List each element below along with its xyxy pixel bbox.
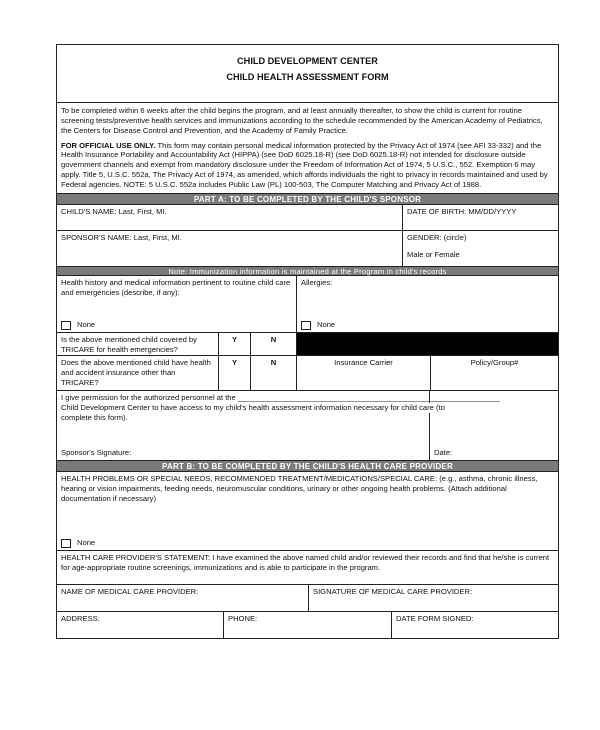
other-insurance-question: Does the above mentioned child have health and accident insurance other than TRICARE? <box>57 356 219 390</box>
official-use-text: This form may contain personal medical information protected by the Privacy Act of 1974 (see AFI 33-332) and the Health Insurance Portability and Accountability Act (HIPPA) (see DoD 6025.18-R) (see DoD 6025.18-R) not intended for disclosure outside government channels and exempt from mandatory disclosure under the Freedom of Information Act of 1974, 5 U.S.C., 552. Exemption 6 may apply. Title 5, U.S.C. 552a, The Privacy Act of 1974, as amended, which affords individuals the right to privacy in records maintained and used by Federal agencies. NOTE: 5 U.S.C. 552a includes Public Law (PL) 100-503, The Computer Matching and Privacy Act of 1988. <box>61 140 548 190</box>
gender-label: GENDER: (circle) <box>407 232 467 242</box>
permission-line-3: complete this form). <box>61 412 128 422</box>
gender-options[interactable]: Male or Female <box>407 249 460 259</box>
allergies-none-checkbox[interactable] <box>301 321 311 330</box>
policy-group-field[interactable] <box>431 356 558 390</box>
health-problems-text <box>61 474 554 504</box>
title-line-1: CHILD DEVELOPMENT CENTER <box>237 56 378 66</box>
provider-statement <box>57 551 558 584</box>
tricare-yes[interactable]: Y <box>219 333 251 355</box>
history-none-checkbox[interactable] <box>61 321 71 330</box>
other-insurance-no[interactable]: N <box>251 356 297 390</box>
health-problems-label: HEALTH PROBLEMS OR SPECIAL NEEDS, RECOMMENDED TREATMENT/MEDICATIONS/SPECIAL CARE: <box>61 473 438 483</box>
history-row <box>57 276 558 333</box>
official-use-paragraph <box>61 141 554 190</box>
sponsors-name-field[interactable] <box>57 231 403 266</box>
sponsor-date-field[interactable] <box>430 391 558 460</box>
part-b-heading: PART B: TO BE COMPLETED BY THE CHILD'S HEALTH CARE PROVIDER <box>57 461 558 472</box>
form-title <box>57 45 558 103</box>
tricare-redacted-block <box>297 333 558 355</box>
health-problems-field[interactable] <box>57 472 558 550</box>
sponsor-date-label: Date: <box>434 448 453 458</box>
provider-statement-text: I have examined the above named child and/or reviewed their records and find that he/she is current for age-appropriate routine screenings, immunizations and is able to participate in the program. <box>61 552 550 572</box>
insurance-carrier-label: Insurance Carrier <box>334 357 393 367</box>
policy-group-label: Policy/Group# <box>470 357 519 367</box>
health-history-label: Health history and medical information pertinent to routine child care and emergencies (describe, if any): <box>61 277 291 297</box>
provider-statement-row <box>57 551 558 585</box>
allergies-field[interactable] <box>297 276 558 332</box>
phone-field[interactable] <box>224 612 392 638</box>
allergies-none-label: None <box>317 320 336 330</box>
provider-statement-label: HEALTH CARE PROVIDER'S STATEMENT: <box>61 552 211 562</box>
date-signed-field[interactable] <box>392 612 558 638</box>
health-assessment-form <box>56 44 559 639</box>
address-label: ADDRESS: <box>61 613 100 623</box>
intro-section <box>57 103 558 194</box>
permission-line-2: Child Development Center to have access to my child's health assessment information necessary for child care (to <box>61 403 556 413</box>
health-problems-none-option[interactable] <box>61 538 95 548</box>
allergies-label: Allergies: <box>301 277 333 287</box>
sponsor-signature-label[interactable]: Sponsor's Signature: <box>61 448 132 458</box>
gender-field[interactable] <box>403 231 558 266</box>
provider-name-field[interactable] <box>57 585 309 611</box>
provider-signature-field[interactable] <box>309 585 558 611</box>
other-insurance-row <box>57 356 558 391</box>
childs-name-field[interactable] <box>57 205 403 230</box>
part-a-heading: PART A: TO BE COMPLETED BY THE CHILD'S SPONSOR <box>57 194 558 205</box>
provider-name-row <box>57 585 558 612</box>
permission-row <box>57 391 558 461</box>
date-of-birth-field[interactable] <box>403 205 558 230</box>
tricare-row <box>57 333 558 356</box>
health-problems-row <box>57 472 558 551</box>
immunization-note: Note: Immunization information is maintained at the Program in child's records <box>57 267 558 276</box>
provider-signature-label: SIGNATURE OF MEDICAL CARE PROVIDER: <box>313 586 473 596</box>
intro-paragraph: To be completed within 6 weeks after the child begins the program, and at least annually thereafter, to show the child is current for routine screening tests/preventive health services and immunizations according to the schedule recommended by the American Academy of Pediatrics, the Centers for Disease Control and Prevention, and the Academy of Family Practice. <box>61 106 543 135</box>
health-problems-none-label: None <box>77 538 96 548</box>
phone-label: PHONE: <box>228 613 258 623</box>
health-problems-none-checkbox[interactable] <box>61 539 71 548</box>
tricare-no[interactable]: N <box>251 333 297 355</box>
provider-name-label: NAME OF MEDICAL CARE PROVIDER: <box>61 586 199 596</box>
history-none-option[interactable] <box>61 320 95 330</box>
date-signed-label: DATE FORM SIGNED: <box>396 613 474 623</box>
permission-line-1: I give permission for the authorized personnel at the ______________________________________________________________ <box>61 392 500 402</box>
date-of-birth-label: DATE OF BIRTH: MM/DD/YYYY <box>407 206 517 216</box>
health-problems-description: (e.g., asthma, chronic illness, hearing or vision impairments, feeding needs, neuromuscular conditions, urinary or other ongoing health problems. (Attach additional documentation if necessary) <box>61 473 538 503</box>
other-insurance-yes[interactable]: Y <box>219 356 251 390</box>
childs-name-label: CHILD'S NAME: Last, First, MI. <box>61 206 167 216</box>
history-none-label: None <box>77 320 96 330</box>
title-line-2: CHILD HEALTH ASSESSMENT FORM <box>226 72 389 83</box>
official-use-label: FOR OFFICIAL USE ONLY. <box>61 140 156 150</box>
child-name-row <box>57 205 558 231</box>
insurance-carrier-field[interactable] <box>297 356 431 390</box>
allergies-none-option[interactable] <box>301 320 335 330</box>
tricare-question: Is the above mentioned child covered by TRICARE for health emergencies? <box>57 333 219 355</box>
provider-contact-row <box>57 612 558 638</box>
sponsor-name-row <box>57 231 558 267</box>
health-history-field[interactable] <box>57 276 297 332</box>
address-field[interactable] <box>57 612 224 638</box>
sponsors-name-label: SPONSOR'S NAME: Last, First, MI. <box>61 232 182 242</box>
